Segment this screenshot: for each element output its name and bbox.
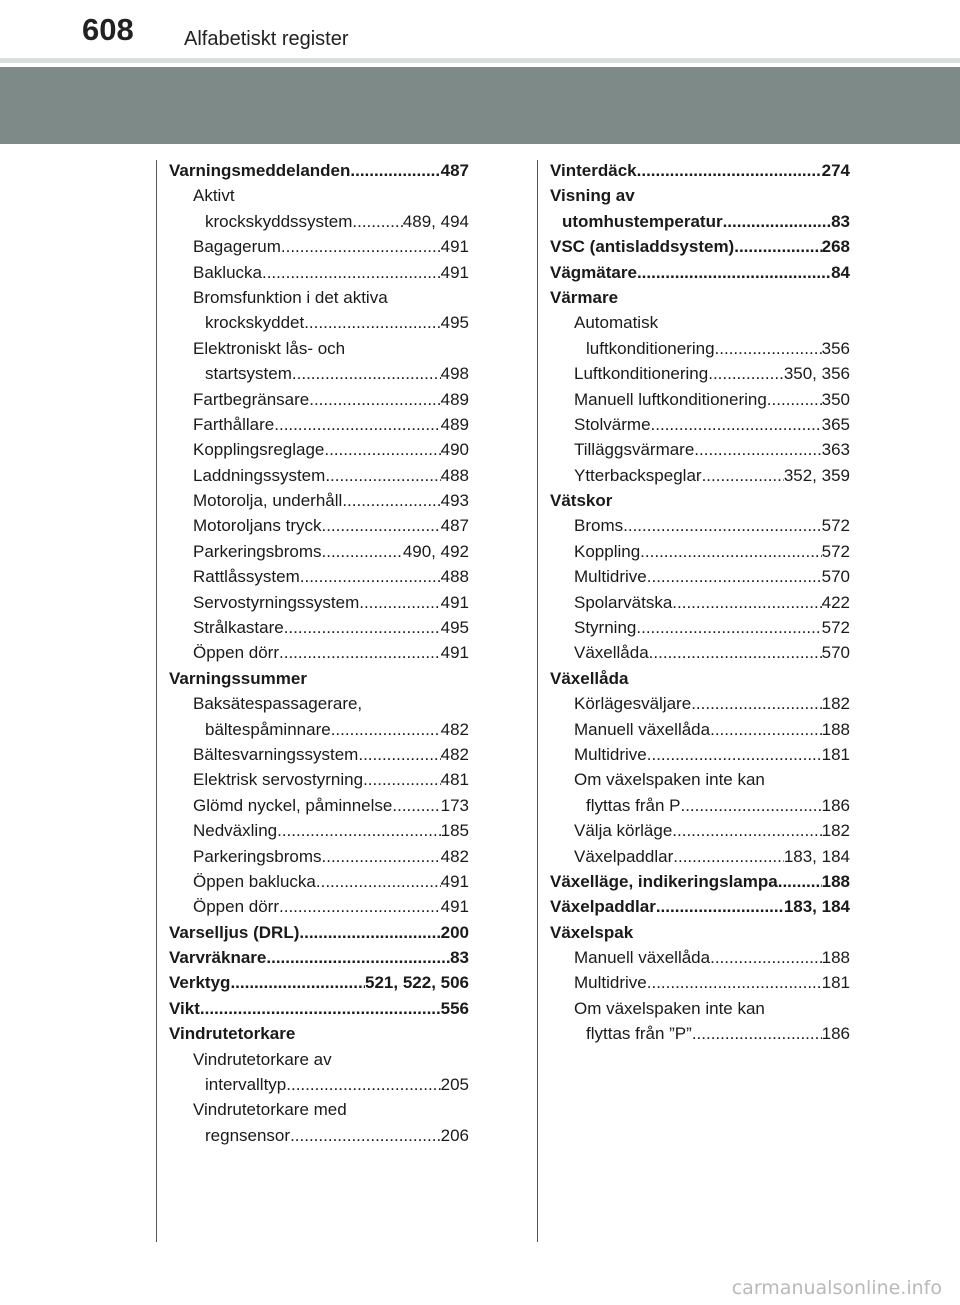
entry-page-ref: 200: [440, 922, 469, 942]
entry-page-ref: 84: [831, 262, 850, 282]
page-number: 608: [82, 12, 134, 47]
entry-page-ref: 498: [440, 364, 469, 384]
index-entry: [169, 463, 469, 488]
index-entry: [550, 310, 850, 335]
entry-label: Glömd nyckel, påminnelse: [193, 795, 393, 815]
index-entry: [550, 894, 850, 919]
dot-leader: [649, 640, 822, 665]
dot-leader: [316, 869, 441, 894]
entry-label: Strålkastare: [193, 618, 284, 638]
entry-label: Om växelspaken inte kan: [574, 770, 765, 790]
entry-page-ref: 556: [440, 998, 469, 1018]
dot-leader: [322, 844, 441, 869]
dot-leader: [363, 767, 441, 792]
entry-page-ref: 350: [821, 389, 850, 409]
entry-page-ref: 491: [440, 897, 469, 917]
entry-label: Bromsfunktion i det aktiva: [193, 287, 388, 307]
index-entry: [169, 793, 469, 818]
left-column-rule: [156, 160, 157, 1242]
index-column-left: [169, 158, 469, 1148]
entry-label: utomhustemperatur: [562, 211, 723, 231]
index-entry: [169, 818, 469, 843]
index-entry: [169, 1123, 469, 1148]
dot-leader: [266, 945, 450, 970]
index-entry: [169, 869, 469, 894]
page-header: [0, 0, 960, 62]
index-entry: [169, 310, 469, 335]
dot-leader: [342, 488, 440, 513]
dot-leader: [636, 615, 821, 640]
dot-leader: [277, 818, 441, 843]
watermark: carmanualsonline.info: [731, 1277, 942, 1299]
entry-page-ref: 495: [440, 313, 469, 333]
entry-label: Vindrutetorkare: [169, 1024, 296, 1044]
entry-label: Varningsmeddelanden: [169, 160, 351, 180]
entry-label: Multidrive: [574, 744, 647, 764]
entry-page-ref: 363: [821, 440, 850, 460]
index-entry: [169, 1047, 469, 1072]
dot-leader: [281, 234, 441, 259]
dot-leader: [322, 539, 403, 564]
index-entry: [550, 463, 850, 488]
entry-page-ref: 350, 356: [783, 364, 850, 384]
index-entry: [550, 691, 850, 716]
entry-label: Luftkonditionering: [574, 364, 709, 384]
dot-leader: [286, 1072, 440, 1097]
index-entry: [169, 945, 469, 970]
index-column-right: [550, 158, 850, 1047]
entry-label: Visning av: [550, 186, 635, 206]
entry-label: Växelspak: [550, 922, 634, 942]
entry-label: Multidrive: [574, 973, 647, 993]
entry-label: Parkeringsbroms: [193, 846, 322, 866]
entry-label: Bältesvarningssystem: [193, 744, 359, 764]
entry-page-ref: 489, 494: [402, 211, 469, 231]
right-column-rule: [537, 160, 538, 1242]
entry-label: Vätskor: [550, 491, 613, 511]
entry-label: Baksätespassagerare,: [193, 694, 363, 714]
index-entry: [550, 996, 850, 1021]
section-title: Alfabetiskt register: [184, 28, 349, 50]
entry-page-ref: 183, 184: [783, 846, 850, 866]
dot-leader: [672, 590, 821, 615]
entry-label: Broms: [574, 516, 624, 536]
entry-page-ref: 205: [440, 1075, 469, 1095]
entry-label: Elektrisk servostyrning: [193, 770, 364, 790]
dot-leader: [710, 945, 822, 970]
index-entry: [550, 513, 850, 538]
dot-leader: [694, 437, 821, 462]
entry-label: Verktyg: [169, 973, 231, 993]
entry-label: VSC (antisladdsystem): [550, 237, 735, 257]
entry-label: Öppen baklucka: [193, 871, 316, 891]
index-entry: [169, 1072, 469, 1097]
entry-label: Vindrutetorkare av: [193, 1049, 332, 1069]
entry-label: Växelpaddlar: [550, 897, 656, 917]
dot-leader: [358, 742, 440, 767]
entry-label: bältespåminnare: [205, 719, 331, 739]
entry-label: Varningssummer: [169, 668, 307, 688]
entry-label: Manuell växellåda: [574, 719, 711, 739]
entry-page-ref: 365: [821, 414, 850, 434]
index-entry: [550, 590, 850, 615]
dot-leader: [300, 564, 441, 589]
entry-page-ref: 182: [821, 821, 850, 841]
index-entry: [169, 183, 469, 208]
index-entry: [169, 894, 469, 919]
dot-leader: [623, 513, 822, 538]
index-entry: [169, 412, 469, 437]
index-entry: [169, 844, 469, 869]
entry-page-ref: 570: [821, 567, 850, 587]
dot-leader: [392, 793, 440, 818]
index-entry: [169, 691, 469, 716]
entry-label: Stolvärme: [574, 414, 651, 434]
entry-page-ref: 183, 184: [783, 897, 850, 917]
index-entry: [169, 640, 469, 665]
index-entry: [550, 844, 850, 869]
entry-page-ref: 186: [821, 795, 850, 815]
index-entry: [169, 1021, 469, 1046]
entry-label: Koppling: [574, 541, 641, 561]
entry-page-ref: 206: [440, 1125, 469, 1145]
index-entry: [169, 564, 469, 589]
dot-leader: [647, 971, 822, 996]
entry-label: Baklucka: [193, 262, 262, 282]
entry-page-ref: 422: [821, 592, 850, 612]
entry-page-ref: 181: [821, 973, 850, 993]
entry-page-ref: 487: [440, 516, 469, 536]
entry-page-ref: 493: [440, 491, 469, 511]
entry-label: flyttas från P: [586, 795, 681, 815]
entry-page-ref: 188: [821, 948, 850, 968]
entry-label: Styrning: [574, 618, 637, 638]
index-entry: [169, 666, 469, 691]
entry-page-ref: 173: [440, 795, 469, 815]
entry-label: Aktivt: [193, 186, 235, 206]
index-entry: [550, 488, 850, 513]
entry-label: flyttas från ”P”: [586, 1024, 692, 1044]
entry-page-ref: 488: [440, 567, 469, 587]
dot-leader: [324, 437, 440, 462]
dot-leader: [352, 209, 402, 234]
dot-leader: [680, 793, 821, 818]
dot-leader: [350, 158, 440, 183]
dot-leader: [723, 209, 832, 234]
dot-leader: [647, 564, 822, 589]
dot-leader: [299, 920, 440, 945]
entry-page-ref: 356: [821, 338, 850, 358]
entry-page-ref: 489: [440, 389, 469, 409]
entry-page-ref: 491: [440, 237, 469, 257]
index-entry: [169, 971, 469, 996]
dot-leader: [656, 894, 784, 919]
entry-label: krockskyddet: [205, 313, 305, 333]
entry-page-ref: 181: [821, 744, 850, 764]
entry-label: startsystem: [205, 364, 292, 384]
dot-leader: [734, 234, 821, 259]
dot-leader: [647, 742, 822, 767]
entry-page-ref: 274: [821, 160, 850, 180]
entry-label: intervalltyp: [205, 1075, 287, 1095]
index-entry: [550, 234, 850, 259]
dot-leader: [321, 513, 440, 538]
entry-page-ref: 83: [831, 211, 850, 231]
index-entry: [550, 920, 850, 945]
entry-page-ref: 490, 492: [402, 541, 469, 561]
entry-label: Växelpaddlar: [574, 846, 674, 866]
entry-page-ref: 491: [440, 871, 469, 891]
index-entry: [550, 767, 850, 792]
index-entry: [169, 387, 469, 412]
dot-leader: [651, 412, 822, 437]
header-divider: [0, 58, 960, 63]
dot-leader: [715, 336, 822, 361]
entry-page-ref: 491: [440, 643, 469, 663]
index-entry: [169, 488, 469, 513]
entry-label: Servostyrningssystem: [193, 592, 360, 612]
entry-page-ref: 352, 359: [783, 465, 850, 485]
entry-label: Värmare: [550, 287, 619, 307]
entry-label: Manuell luftkonditionering: [574, 389, 767, 409]
index-entry: [169, 717, 469, 742]
entry-page-ref: 482: [440, 744, 469, 764]
entry-page-ref: 188: [821, 719, 850, 739]
entry-label: regnsensor: [205, 1125, 291, 1145]
dot-leader: [304, 310, 440, 335]
entry-label: Om växelspaken inte kan: [574, 998, 765, 1018]
entry-page-ref: 487: [440, 160, 469, 180]
entry-page-ref: 488: [440, 465, 469, 485]
entry-label: luftkonditionering: [586, 338, 715, 358]
index-entry: [550, 1021, 850, 1046]
entry-label: Rattlåssystem: [193, 567, 300, 587]
dot-leader: [292, 361, 441, 386]
entry-label: Parkeringsbroms: [193, 541, 322, 561]
index-entry: [550, 869, 850, 894]
entry-page-ref: 482: [440, 846, 469, 866]
entry-label: Automatisk: [574, 313, 659, 333]
index-entry: [550, 260, 850, 285]
dot-leader: [637, 260, 831, 285]
entry-label: Varselljus (DRL): [169, 922, 300, 942]
index-entry: [550, 437, 850, 462]
dot-leader: [325, 463, 440, 488]
entry-label: Växellåda: [574, 643, 649, 663]
index-entry: [169, 615, 469, 640]
index-entry: [169, 1097, 469, 1122]
index-entry: [550, 158, 850, 183]
entry-page-ref: 490: [440, 440, 469, 460]
index-entry: [169, 513, 469, 538]
entry-page-ref: 572: [821, 618, 850, 638]
entry-label: Manuell växellåda: [574, 948, 711, 968]
dot-leader: [359, 590, 440, 615]
entry-page-ref: 185: [440, 821, 469, 841]
entry-page-ref: 489: [440, 414, 469, 434]
entry-label: krockskyddssystem: [205, 211, 353, 231]
entry-page-ref: 491: [440, 592, 469, 612]
index-entry: [169, 234, 469, 259]
dot-leader: [284, 615, 441, 640]
dot-leader: [200, 996, 441, 1021]
index-entry: [169, 437, 469, 462]
entry-page-ref: 572: [821, 516, 850, 536]
dot-leader: [708, 361, 784, 386]
dot-leader: [274, 412, 440, 437]
dot-leader: [262, 260, 441, 285]
index-entry: [169, 209, 469, 234]
index-entry: [550, 615, 850, 640]
dot-leader: [767, 387, 822, 412]
index-entry: [169, 336, 469, 361]
dot-leader: [331, 717, 441, 742]
index-entry: [550, 818, 850, 843]
entry-label: Multidrive: [574, 567, 647, 587]
entry-page-ref: 83: [450, 948, 469, 968]
index-entry: [550, 742, 850, 767]
entry-label: Vikt: [169, 998, 200, 1018]
index-entry: [550, 361, 850, 386]
entry-label: Körlägesväljare: [574, 694, 692, 714]
index-entry: [169, 260, 469, 285]
entry-page-ref: 481: [440, 770, 469, 790]
index-entry: [550, 793, 850, 818]
index-entry: [169, 590, 469, 615]
entry-label: Nedväxling: [193, 821, 278, 841]
entry-page-ref: 491: [440, 262, 469, 282]
entry-label: Motoroljans tryck: [193, 516, 322, 536]
dot-leader: [640, 539, 821, 564]
entry-page-ref: 521, 522, 506: [365, 973, 469, 993]
entry-label: Varvräknare: [169, 948, 267, 968]
index-entry: [550, 945, 850, 970]
dot-leader: [672, 818, 821, 843]
index-entry: [550, 564, 850, 589]
entry-label: Tilläggsvärmare: [574, 440, 695, 460]
entry-page-ref: 495: [440, 618, 469, 638]
dot-leader: [692, 1021, 822, 1046]
index-entry: [550, 971, 850, 996]
entry-label: Vinterdäck: [550, 160, 637, 180]
entry-label: Öppen dörr: [193, 643, 279, 663]
dot-leader: [290, 1123, 441, 1148]
entry-label: Elektroniskt lås- och: [193, 338, 346, 358]
index-entry: [550, 336, 850, 361]
index-entry: [550, 209, 850, 234]
index-entry: [169, 996, 469, 1021]
entry-label: Motorolja, underhåll: [193, 491, 343, 511]
index-entry: [550, 640, 850, 665]
index-entry: [550, 666, 850, 691]
entry-label: Kopplingsreglage: [193, 440, 325, 460]
entry-label: Växelläge, indikeringslampa: [550, 871, 778, 891]
header-band: [0, 67, 960, 144]
entry-label: Vägmätare: [550, 262, 637, 282]
index-entry: [169, 361, 469, 386]
entry-label: Farthållare: [193, 414, 275, 434]
entry-label: Vindrutetorkare med: [193, 1100, 347, 1120]
entry-label: Ytterbackspeglar: [574, 465, 702, 485]
dot-leader: [691, 691, 821, 716]
index-entry: [169, 285, 469, 310]
entry-label: Bagagerum: [193, 237, 281, 257]
entry-page-ref: 182: [821, 694, 850, 714]
dot-leader: [230, 971, 365, 996]
index-entry: [550, 717, 850, 742]
entry-page-ref: 570: [821, 643, 850, 663]
entry-label: Välja körläge: [574, 821, 673, 841]
index-entry: [550, 285, 850, 310]
entry-label: Fartbegränsare: [193, 389, 310, 409]
entry-page-ref: 268: [821, 237, 850, 257]
index-entry: [550, 412, 850, 437]
dot-leader: [778, 869, 822, 894]
entry-page-ref: 188: [821, 871, 850, 891]
dot-leader: [673, 844, 784, 869]
entry-page-ref: 186: [821, 1024, 850, 1044]
index-entry: [169, 742, 469, 767]
dot-leader: [637, 158, 822, 183]
dot-leader: [702, 463, 784, 488]
dot-leader: [279, 640, 441, 665]
index-entry: [169, 767, 469, 792]
entry-label: Laddningssystem: [193, 465, 326, 485]
entry-label: Växellåda: [550, 668, 629, 688]
index-entry: [169, 539, 469, 564]
entry-label: Spolarvätska: [574, 592, 673, 612]
dot-leader: [279, 894, 441, 919]
dot-leader: [309, 387, 440, 412]
index-entry: [169, 920, 469, 945]
entry-page-ref: 572: [821, 541, 850, 561]
index-entry: [550, 387, 850, 412]
entry-label: Öppen dörr: [193, 897, 279, 917]
entry-page-ref: 482: [440, 719, 469, 739]
index-entry: [169, 158, 469, 183]
dot-leader: [710, 717, 822, 742]
index-entry: [550, 539, 850, 564]
index-entry: [550, 183, 850, 208]
